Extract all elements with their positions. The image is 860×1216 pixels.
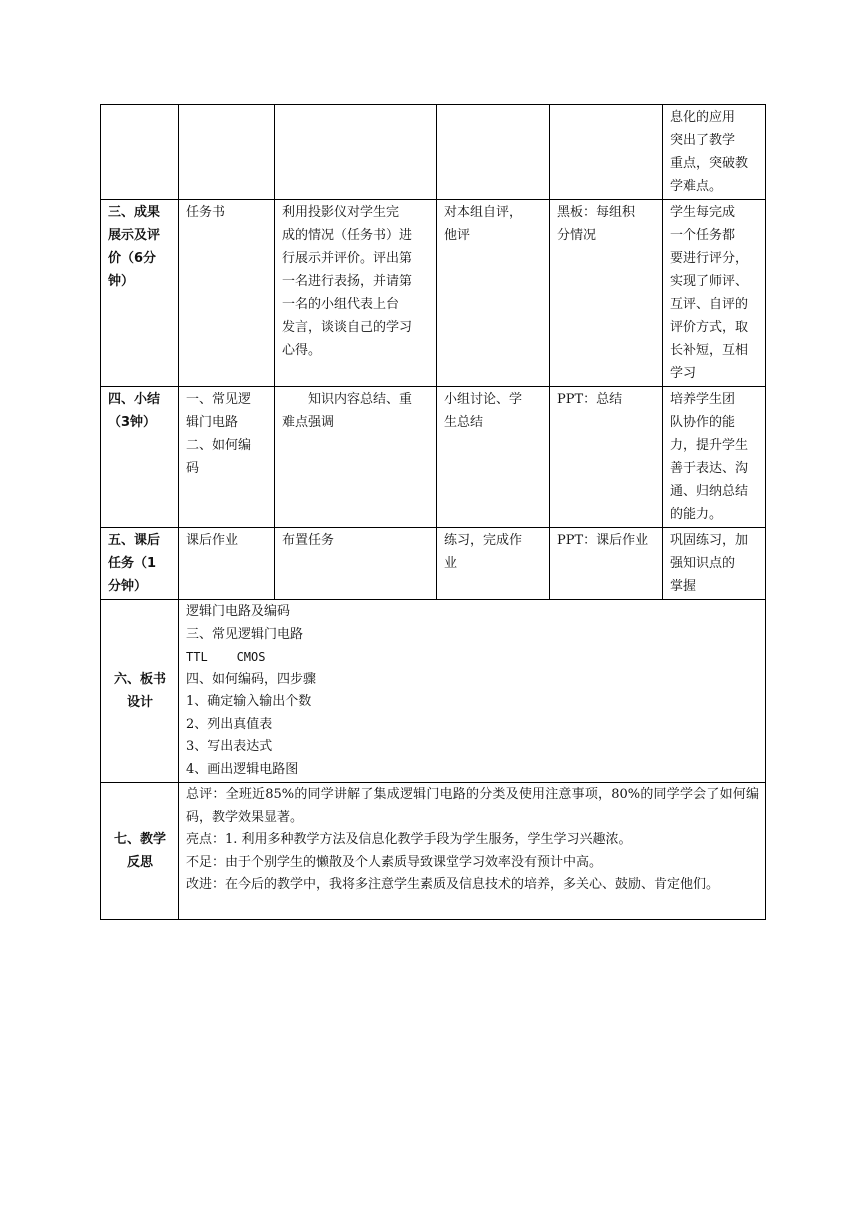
design-intent-cell <box>663 528 766 600</box>
cell-line: 任务书 <box>186 205 226 220</box>
cell-line: 布置任务 <box>282 533 335 548</box>
cell-line: 六、板书 <box>113 672 166 687</box>
cell-line: 设计 <box>126 695 153 710</box>
cell-line: 心得。 <box>282 343 322 358</box>
cell-line: 突出了教学 <box>670 133 736 148</box>
cell-line: 成的情况（任务书）进 <box>282 228 413 243</box>
cell-line: 价（6分 <box>108 251 157 266</box>
student-activity-cell <box>437 200 550 387</box>
cell-line: 知识内容总结、重 <box>282 392 413 407</box>
content-cell <box>179 200 275 387</box>
board-design-label <box>101 600 179 783</box>
reflection-paragraph: 改进：在今后的教学中，我将多注意学生素质及信息技术的培养，多关心、鼓励、肯定他们。 <box>186 877 720 892</box>
cell-line: 反思 <box>126 855 153 870</box>
design-intent-cell <box>663 105 766 200</box>
cell-line: 四、小结 <box>108 392 161 407</box>
reflection-label <box>101 783 179 920</box>
student-activity-cell <box>437 528 550 600</box>
cell-line: 息化的应用 <box>670 110 736 125</box>
cell-line: 培养学生团 <box>670 392 736 407</box>
cell-line: 力，提升学生 <box>670 438 749 453</box>
board-design-content <box>179 600 766 783</box>
stage-cell <box>101 105 179 200</box>
cell-line: 展示及评 <box>108 228 161 243</box>
reflection-row <box>101 783 766 920</box>
teacher-activity-cell <box>275 200 437 387</box>
board-design-row <box>101 600 766 783</box>
design-intent-cell <box>663 387 766 528</box>
board-line: 四、如何编码，四步骤 <box>186 671 317 687</box>
cell-line: 练习，完成作 <box>444 533 523 548</box>
cell-line: 小组讨论、学 <box>444 392 523 407</box>
reflection-paragraph: 总评：全班近85%的同学讲解了集成逻辑门电路的分类及使用注意事项，80%的同学学会了如何编码，教学效果显著。 <box>186 787 759 825</box>
media-cell <box>550 387 663 528</box>
cell-line: 队协作的能 <box>670 415 736 430</box>
student-activity-cell <box>437 105 550 200</box>
cell-line: 码 <box>186 461 200 476</box>
cell-line: （3钟） <box>108 415 157 430</box>
table-row <box>101 387 766 528</box>
cell-line: 分情况 <box>557 228 597 243</box>
cell-line: 行展示并评价。评出第 <box>282 251 413 266</box>
stage-cell <box>101 200 179 387</box>
cell-line: 一、常见逻 <box>186 392 252 407</box>
cell-line: 业 <box>444 556 458 571</box>
cell-line: 对本组自评， <box>444 205 523 220</box>
content-cell <box>179 528 275 600</box>
cell-line: 黑板：每组积 <box>557 205 636 220</box>
reflection-paragraph: 亮点：1. 利用多种教学方法及信息化教学手段为学生服务，学生学习兴趣浓。 <box>186 832 632 847</box>
cell-line: 他评 <box>444 228 471 243</box>
cell-line: PPT：课后作业 <box>557 533 649 548</box>
board-line: 4、画出逻辑电路图 <box>186 761 299 777</box>
cell-line: 强知识点的 <box>670 556 736 571</box>
board-line: 2、列出真值表 <box>186 716 273 732</box>
content-cell <box>179 105 275 200</box>
cell-line: 实现了师评、 <box>670 274 749 289</box>
cell-line: 一名进行表扬，并请第 <box>282 274 413 289</box>
stage-cell <box>101 528 179 600</box>
reflection-content <box>179 783 766 920</box>
cell-line: 善于表达、沟 <box>670 461 749 476</box>
cell-line: 发言，谈谈自己的学习 <box>282 320 413 335</box>
content-cell <box>179 387 275 528</box>
cell-line: 任务（1 <box>108 556 157 571</box>
media-cell <box>550 200 663 387</box>
cell-line: 评价方式，取 <box>670 320 749 335</box>
cell-line: 重点，突破教 <box>670 156 749 171</box>
cell-line: 七、教学 <box>113 832 166 847</box>
cell-line: 学难点。 <box>670 179 723 194</box>
teacher-activity-cell <box>275 387 437 528</box>
teacher-activity-cell <box>275 105 437 200</box>
cell-line: 巩固练习，加 <box>670 533 749 548</box>
cell-line: 辑门电路 <box>186 415 239 430</box>
cell-line: 难点强调 <box>282 415 335 430</box>
cell-line: 课后作业 <box>186 533 239 548</box>
cell-line: 学习 <box>670 366 697 381</box>
cell-line: 二、如何编 <box>186 438 252 453</box>
table-row <box>101 528 766 600</box>
media-cell <box>550 528 663 600</box>
cell-line: 互评、自评的 <box>670 297 749 312</box>
board-line: 3、写出表达式 <box>186 739 273 754</box>
cell-line: 五、课后 <box>108 533 161 548</box>
board-line: 三、常见逻辑门电路 <box>186 626 304 642</box>
table-row <box>101 105 766 200</box>
cell-line: 一个任务都 <box>670 228 736 243</box>
cell-line: 钟） <box>108 274 135 289</box>
cell-line: PPT：总结 <box>557 392 623 407</box>
cell-line: 利用投影仪对学生完 <box>282 205 400 220</box>
student-activity-cell <box>437 387 550 528</box>
cell-line: 三、成果 <box>108 205 161 220</box>
board-line: 1、确定输入输出个数 <box>186 694 312 709</box>
cell-line: 学生每完成 <box>670 205 736 220</box>
cell-line: 分钟） <box>108 579 148 594</box>
board-line: TTL CMOS <box>186 650 266 664</box>
cell-line: 的能力。 <box>670 507 723 522</box>
table-row <box>101 200 766 387</box>
cell-line: 通、归纳总结 <box>670 484 749 499</box>
design-intent-cell <box>663 200 766 387</box>
media-cell <box>550 105 663 200</box>
cell-line: 生总结 <box>444 415 484 430</box>
stage-cell <box>101 387 179 528</box>
cell-line: 掌握 <box>670 579 697 594</box>
cell-line: 长补短，互相 <box>670 343 749 358</box>
cell-line: 要进行评分， <box>670 251 749 266</box>
board-line: 逻辑门电路及编码 <box>186 604 291 619</box>
lesson-plan-table <box>100 104 766 920</box>
cell-line: 一名的小组代表上台 <box>282 297 400 312</box>
teacher-activity-cell <box>275 528 437 600</box>
reflection-paragraph: 不足：由于个别学生的懒散及个人素质导致课堂学习效率没有预计中高。 <box>186 854 603 870</box>
